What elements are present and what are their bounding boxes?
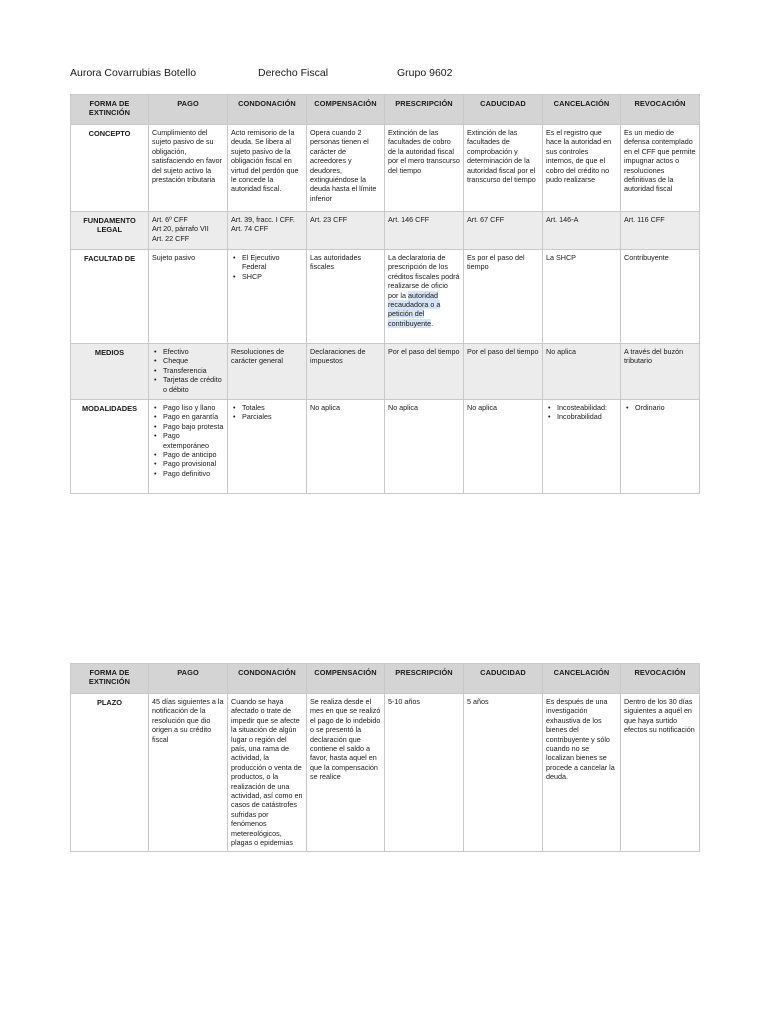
cell-concepto-compensacion: Opera cuando 2 personas tienen el carácter de acreedores y deudores, extinguiéndose la deuda hasta el límite inferior — [307, 125, 385, 212]
cell-modalidades-pago — [149, 400, 228, 494]
cell-fundamento-pago — [149, 212, 228, 250]
cell-medios-cancelacion: No aplica — [543, 344, 621, 400]
list-item: • Pago extemporáneo — [163, 431, 224, 450]
table-row-modalidades — [71, 400, 700, 494]
cell-fundamento-condonacion — [228, 212, 307, 250]
cell-modalidades-prescripcion: No aplica — [385, 400, 464, 494]
document-header — [0, 67, 768, 83]
cell-fundamento-cancelacion: Art. 146-A — [543, 212, 621, 250]
modalidades-cancelacion-list — [546, 403, 617, 422]
cell-concepto-caducidad: Extinción de las facultades de comprobación y determinación de la autoridad fiscal por el transcurso del tiempo — [464, 125, 543, 212]
cell-medios-pago — [149, 344, 228, 400]
header-condonacion: CONDONACIÓN — [228, 664, 307, 694]
list-item: • Pago de anticipo — [163, 450, 224, 459]
cell-plazo-pago: 45 días siguientes a la notificación de la resolución que dio origen a su crédito fiscal — [149, 694, 228, 852]
list-item: • Pago liso y llano — [163, 403, 224, 412]
list-item: • SHCP — [242, 272, 303, 281]
header-prescripcion: PRESCRIPCIÓN — [385, 95, 464, 125]
cell-facultad-prescripcion — [385, 250, 464, 344]
header-forma-extincion: FORMA DE EXTINCIÓN — [71, 664, 149, 694]
header-caducidad: CADUCIDAD — [464, 664, 543, 694]
table-row-medios — [71, 344, 700, 400]
row-label-concepto: CONCEPTO — [71, 125, 149, 212]
fundamento-pago-line: Art 20, párrafo VII — [152, 224, 209, 234]
cell-modalidades-cancelacion — [543, 400, 621, 494]
cell-modalidades-revocacion — [621, 400, 700, 494]
cell-concepto-pago: Cumplimiento del sujeto pasivo de su obligación, satisfaciendo en favor del sujeto activo la prestación tributaria — [149, 125, 228, 212]
modalidades-pago-list — [152, 403, 224, 478]
list-item: • Ordinario — [635, 403, 696, 412]
row-label-medios: MEDIOS — [71, 344, 149, 400]
list-item: • Pago bajo protesta — [163, 422, 224, 431]
row-label-facultad: FACULTAD DE — [71, 250, 149, 344]
modalidades-condonacion-list — [231, 403, 303, 422]
list-item: • Pago provisional — [163, 459, 224, 468]
cell-facultad-revocacion: Contribuyente — [621, 250, 700, 344]
header-cancelacion: CANCELACIÓN — [543, 664, 621, 694]
list-item: • Pago en garantía — [163, 412, 224, 421]
table-row-fundamento — [71, 212, 700, 250]
cell-facultad-caducidad: Es por el paso del tiempo — [464, 250, 543, 344]
cell-plazo-revocacion: Dentro de los 30 días siguientes a aquél en que haya surtido efectos su notificación — [621, 694, 700, 852]
cell-concepto-condonacion: Acto remisorio de la deuda. Se libera al sujeto pasivo de la obligación fiscal en virtud del perdón que le concede la autoridad fiscal. — [228, 125, 307, 212]
cell-fundamento-revocacion: Art. 116 CFF — [621, 212, 700, 250]
cell-fundamento-caducidad: Art. 67 CFF — [464, 212, 543, 250]
table-header-row — [71, 95, 700, 125]
cell-concepto-cancelacion: Es el registro que hace la autoridad en sus controles internos, de que el cobro del crédito no pudo realizarse — [543, 125, 621, 212]
list-item: • Pago definitivo — [163, 469, 224, 478]
header-compensacion: COMPENSACIÓN — [307, 95, 385, 125]
header-revocacion: REVOCACIÓN — [621, 664, 700, 694]
facultad-prescripcion-end: . — [431, 318, 434, 328]
cell-fundamento-compensacion: Art. 23 CFF — [307, 212, 385, 250]
cell-facultad-cancelacion: La SHCP — [543, 250, 621, 344]
cell-medios-prescripcion: Por el paso del tiempo — [385, 344, 464, 400]
modalidades-revocacion-list — [624, 403, 696, 412]
cell-fundamento-prescripcion: Art. 146 CFF — [385, 212, 464, 250]
cell-modalidades-condonacion — [228, 400, 307, 494]
cell-medios-revocacion: A través del buzón tributario — [621, 344, 700, 400]
cell-facultad-condonacion — [228, 250, 307, 344]
row-label-modalidades: MODALIDADES — [71, 400, 149, 494]
cell-facultad-compensacion: Las autoridades fiscales — [307, 250, 385, 344]
header-compensacion: COMPENSACIÓN — [307, 664, 385, 694]
header-caducidad: CADUCIDAD — [464, 95, 543, 125]
table-row-plazo — [71, 694, 700, 852]
cell-modalidades-compensacion: No aplica — [307, 400, 385, 494]
fundamento-condonacion-line: Art. 74 CFF — [231, 224, 269, 234]
header-pago: PAGO — [149, 664, 228, 694]
list-item: • Tarjetas de crédito o débito — [163, 375, 224, 394]
list-item: • Incobrabilidad — [557, 412, 617, 421]
extinction-table-2 — [70, 663, 700, 852]
cell-plazo-compensacion: Se realiza desde el mes en que se realizó el pago de lo indebido o se presentó la declaración que contiene el saldo a favor, hasta aquel en que la compensación se realice — [307, 694, 385, 852]
extinction-table-1 — [70, 94, 700, 494]
list-item: • Efectivo — [163, 347, 224, 356]
cell-concepto-prescripcion: Extinción de las facultades de cobro de la autoridad fiscal por el mero transcurso del tiempo — [385, 125, 464, 212]
list-item: • El Ejecutivo Federal — [242, 253, 303, 272]
cell-concepto-revocacion: Es un medio de defensa contemplado en el CFF que permite impugnar actos o resoluciones definitivas de la autoridad fiscal — [621, 125, 700, 212]
facultad-prescripcion-text: La declaratoria de prescripción de los créditos fiscales podrá realizarse de oficio por la — [388, 253, 460, 300]
header-cancelacion: CANCELACIÓN — [543, 95, 621, 125]
header-forma-extincion: FORMA DE EXTINCIÓN — [71, 95, 149, 125]
list-item: • Transferencia — [163, 366, 224, 375]
facultad-condonacion-list — [231, 253, 303, 281]
row-label-fundamento: FUNDAMENTO LEGAL — [71, 212, 149, 250]
list-item: • Incosteabilidad: — [557, 403, 617, 412]
group-name: Grupo 9602 — [397, 67, 453, 79]
table-row-concepto — [71, 125, 700, 212]
fundamento-condonacion-line: Art. 39, fracc. I CFF. — [231, 215, 295, 224]
fundamento-pago-line: Art. 22 CFF — [152, 233, 190, 243]
header-revocacion: REVOCACIÓN — [621, 95, 700, 125]
list-item: • Totales — [242, 403, 303, 412]
author-name: Aurora Covarrubias Botello — [70, 67, 197, 79]
header-condonacion: CONDONACIÓN — [228, 95, 307, 125]
header-pago: PAGO — [149, 95, 228, 125]
subject-name: Derecho Fiscal — [258, 67, 329, 79]
table-row-facultad — [71, 250, 700, 344]
cell-plazo-caducidad: 5 años — [464, 694, 543, 852]
cell-facultad-pago: Sujeto pasivo — [149, 250, 228, 344]
fundamento-pago-line: Art. 6º CFF — [152, 215, 188, 224]
cell-modalidades-caducidad: No aplica — [464, 400, 543, 494]
table-header-row — [71, 664, 700, 694]
list-item: • Parciales — [242, 412, 303, 421]
list-item: • Cheque — [163, 356, 224, 365]
medios-pago-list — [152, 347, 224, 394]
row-label-plazo: PLAZO — [71, 694, 149, 852]
cell-plazo-condonacion: Cuando se haya afectado o trate de impedir que se afecte la situación de algún lugar o región del país, una rama de actividad, la producción o venta de productos, o la realización de una actividad, así como en casos de catástrofes sufridas por fenómenos metereológicos, plagas o epidemias — [228, 694, 307, 852]
cell-medios-caducidad: Por el paso del tiempo — [464, 344, 543, 400]
highlighted-text: autoridad recaudadora o a petición del contribuyente — [388, 290, 441, 328]
cell-plazo-cancelacion: Es después de una investigación exhaustiva de los bienes del contribuyente y sólo cuando no se localizan bienes se procede a cancelar la deuda. — [543, 694, 621, 852]
cell-medios-compensacion: Declaraciones de impuestos — [307, 344, 385, 400]
cell-plazo-prescripcion: 5-10 años — [385, 694, 464, 852]
header-prescripcion: PRESCRIPCIÓN — [385, 664, 464, 694]
cell-medios-condonacion: Resoluciones de carácter general — [228, 344, 307, 400]
